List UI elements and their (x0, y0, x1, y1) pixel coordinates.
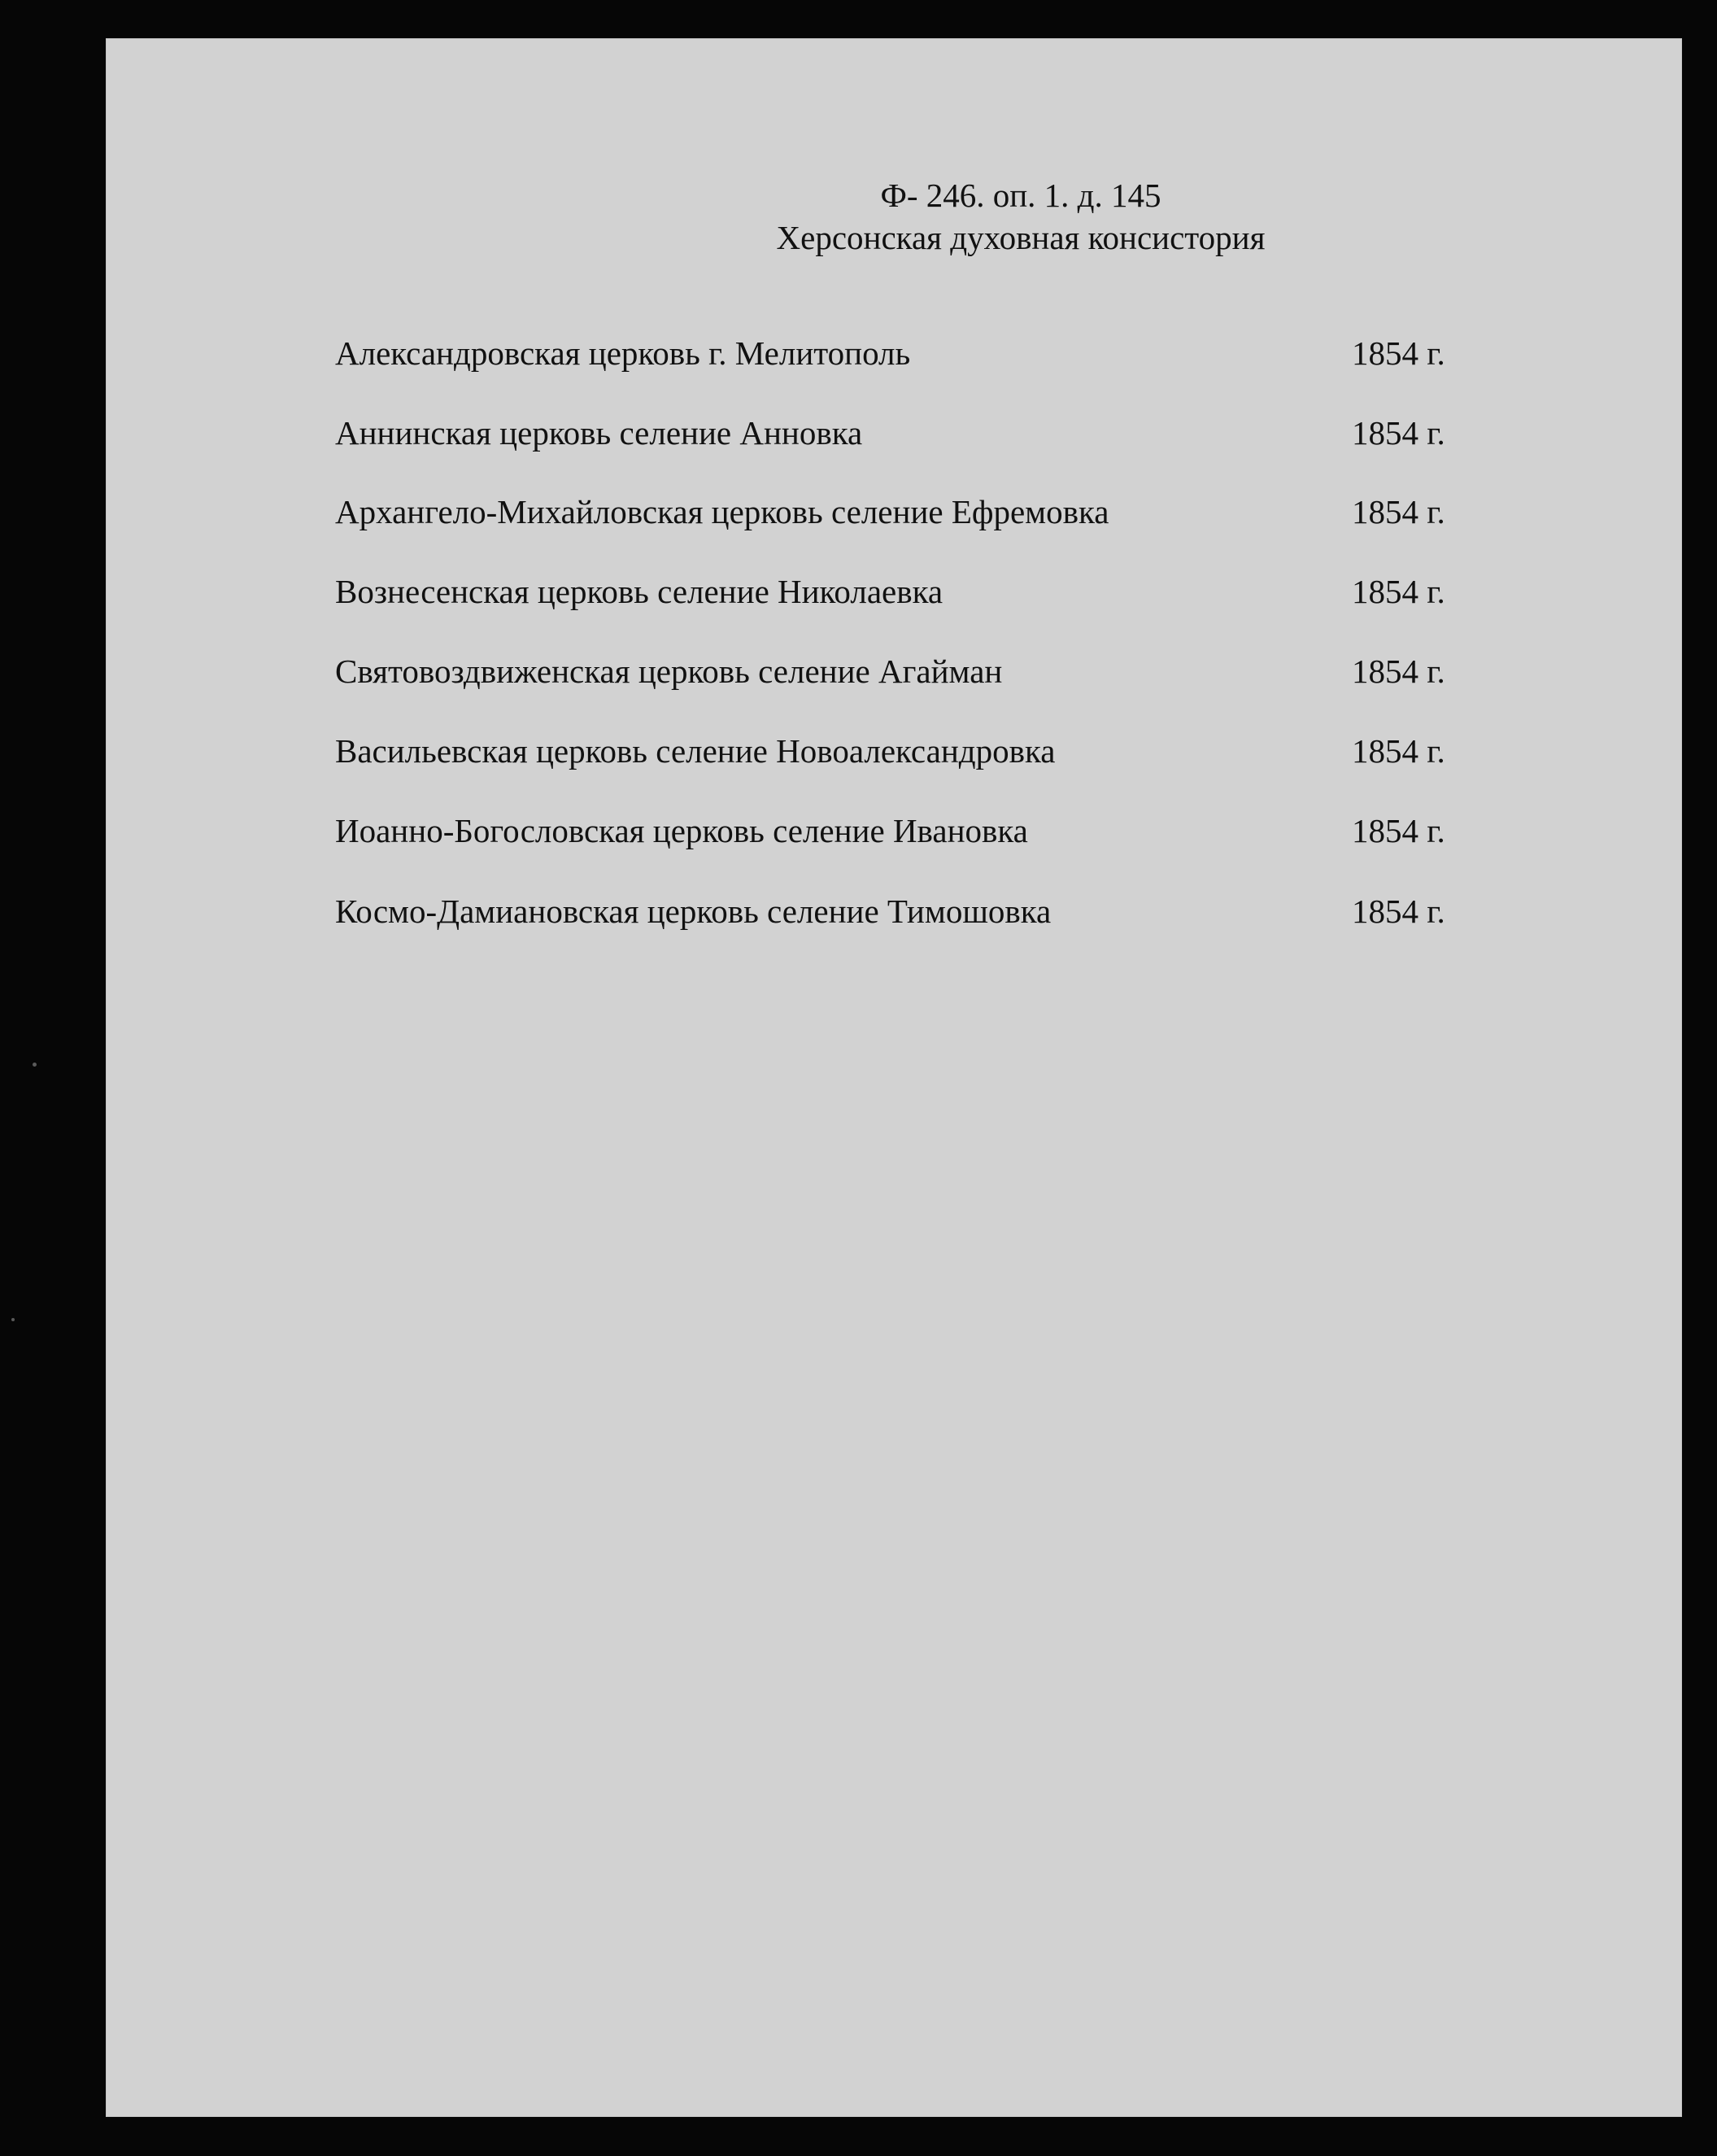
church-name: Иоанно-Богословская церковь селение Ивановка (335, 812, 1028, 849)
list-item (106, 487, 1682, 536)
institution-title: Херсонская духовная консистория (776, 219, 1266, 256)
record-year: 1854 г. (1352, 493, 1445, 530)
list-item (106, 567, 1682, 616)
church-name: Космо-Дамиановская церковь селение Тимошовка (335, 893, 1052, 930)
list-item (106, 647, 1682, 696)
church-name: Святовоздвиженская церковь селение Агайман (335, 652, 1003, 690)
record-year: 1854 г. (1352, 732, 1445, 770)
church-name: Аннинская церковь селение Анновка (335, 414, 863, 452)
record-year: 1854 г. (1352, 652, 1445, 690)
record-year: 1854 г. (1352, 573, 1445, 610)
record-year: 1854 г. (1352, 334, 1445, 372)
church-name: Архангело-Михайловская церковь селение Ефремовка (335, 493, 1109, 530)
record-year: 1854 г. (1352, 893, 1445, 930)
list-item (106, 329, 1682, 378)
list-item (106, 408, 1682, 457)
archive-reference: Ф- 246. оп. 1. д. 145 (880, 177, 1161, 214)
record-year: 1854 г. (1352, 414, 1445, 452)
church-name: Александровская церковь г. Мелитополь (335, 334, 911, 372)
church-name: Вознесенская церковь селение Николаевка (335, 573, 943, 610)
church-name: Васильевская церковь селение Новоалександровка (335, 732, 1056, 770)
document-page (106, 38, 1682, 2117)
list-item (106, 887, 1682, 936)
dust-speck (33, 1063, 37, 1067)
list-item (106, 727, 1682, 775)
dust-speck (11, 1318, 15, 1321)
record-year: 1854 г. (1352, 812, 1445, 849)
list-item (106, 806, 1682, 855)
